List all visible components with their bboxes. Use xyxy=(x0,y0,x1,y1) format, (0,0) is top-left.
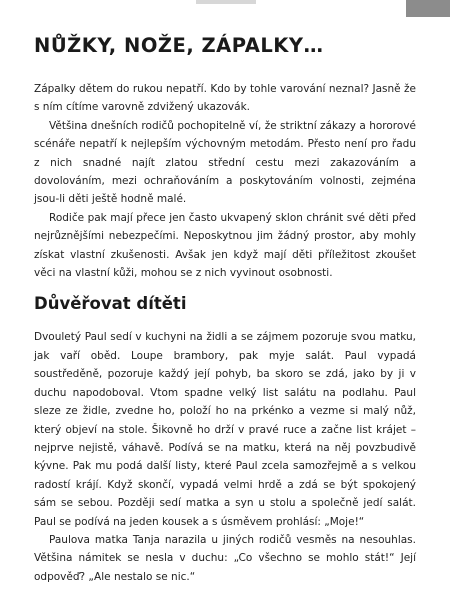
page-body xyxy=(34,34,416,586)
paragraph: Dvouletý Paul sedí v kuchyni na židli a se zájmem pozoruje svou matku, jak vaří oběd. Loupe brambory, pak myje salát. Paul vypadá soustředěně, pozoruje každý její pohyb, ba skoro se zdá, jako by ji v duchu napodoboval. Vtom spadne velký list salátu na podlahu. Paul sleze ze židle, zvedne ho, položí ho na prkénko a vezme si malý nůž, který objeví na stole. Šikovně ho drží v pravé ruce a začne list krájet – nejprve nejistě, váhavě. Podívá se na matku, která na něj povzbudivě kývne. Pak mu podá další listy, které Paul zcela samozřejmě a s velkou radostí krájí. Když skončí, vypadá velmi hrdě a zdá se být spokojený sám se sebou. Později sedí matka a syn u stolu a společně jedí salát. Paul se podívá na jeden kousek a s úsměvem prohlásí: „Moje!“ xyxy=(34,331,416,528)
paragraph: Zápalky dětem do rukou nepatří. Kdo by tohle varování neznal? Jasně že s ním cítíme varovně zdvižený ukazovák. xyxy=(34,83,416,114)
section-title: Důvěřovat dítěti xyxy=(34,294,187,314)
paragraph: Paulova matka Tanja narazila u jiných rodičů vesměs na nesouhlas. Většina námitek se nesla v duchu: „Co všechno se mohlo stát!“ Její odpověď? „Ale nestalo se nic.“ xyxy=(34,533,416,583)
page-corner-tab xyxy=(406,0,450,17)
intro-section xyxy=(34,80,416,282)
paragraph: Většina dnešních rodičů pochopitelně ví, že striktní zákazy a hororové scénáře nepatří k nejlepším výchovným metodám. Přesto není pro řadu z nich snadné najít zlatou střední cestu mezi zakazováním a dovolováním, mezi ochraňováním a poskytováním volnosti, zejména jsou-li děti ještě hodně malé. xyxy=(34,119,416,206)
header-rule xyxy=(196,0,256,4)
story-section xyxy=(34,328,416,586)
paragraph: Rodiče pak mají přece jen často ukvapený sklon chránit své děti před nejrůznějšími nebezpečími. Neposkytnou jim žádný prostor, aby mohly získat vlastní zkušenosti. Avšak jen když mají děti příležitost zkoušet věci na vlastní kůži, mohou se z nich vyvinout osobnosti. xyxy=(34,211,416,280)
page-title: NŮŽKY, NOŽE, ZÁPALKY… xyxy=(34,34,324,57)
